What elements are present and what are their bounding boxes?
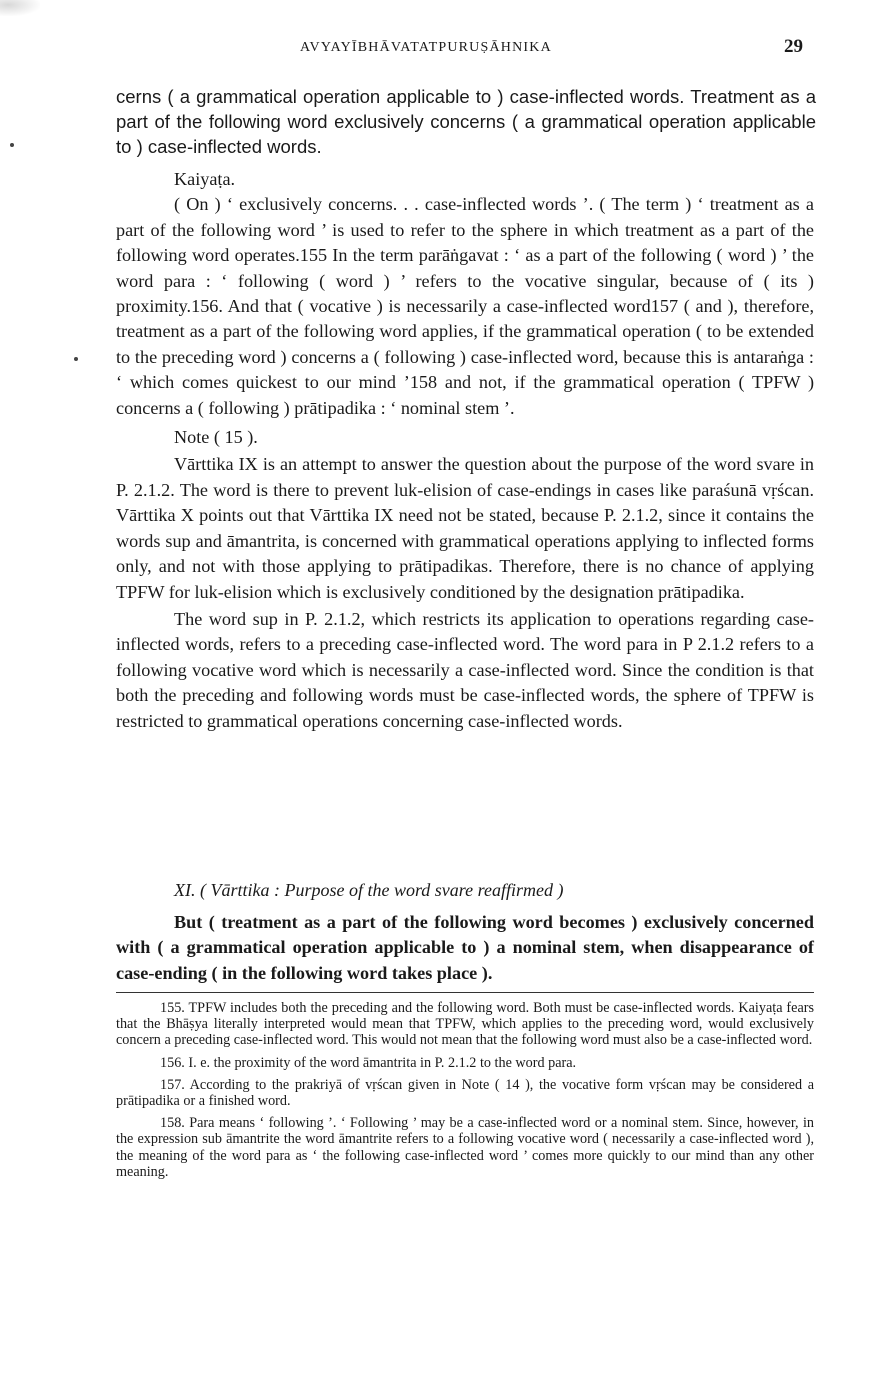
section-heading: XI. ( Vārttika : Purpose of the word svare reaffirmed )	[174, 880, 564, 900]
note-label: Note ( 15 ).	[174, 427, 258, 448]
margin-mark	[74, 357, 78, 361]
footnotes	[116, 1000, 814, 1180]
bold-paragraph: But ( treatment as a part of the following word becomes ) exclusively concerned with ( a grammatical operation applicable to ) a nominal stem, when disappearance of case-ending ( in the following word takes place ).	[116, 912, 814, 983]
varttika-bold-text	[116, 910, 814, 986]
footnote-157: 157. According to the prakriyā of vṛścan given in Note ( 14 ), the vocative form vṛścan may be considered a prātipadika or a finished word.	[116, 1076, 814, 1110]
note-paragraph-2: The word sup in P. 2.1.2, which restricts its application to operations regarding case-inflected words, refers to a preceding case-inflected word. The word para in P 2.1.2 refers to a following vocative word which is necessarily a case-inflected word. Since the condition is that both the preceding and following words must be case-inflected words, the sphere of TPFW is restricted to grammatical operations concerning case-inflected words.	[116, 608, 814, 731]
scan-smudge	[0, 0, 40, 16]
note-paragraph-1: Vārttika IX is an attempt to answer the question about the purpose of the word svare in P. 2.1.2. The word is there to prevent luk-elision of case-endings in cases like paraśunā vṛścan. Vārttika X points out that Vārttika IX need not be stated, because P. 2.1.2, since it contains the words sup and āmantrita, is concerned with grammatical operations applying to inflected forms only, and not with those applying to prātipadikas. Therefore, there is no chance of applying TPFW for luk-elision which is exclusively conditioned by the designation prātipadika.	[116, 454, 814, 602]
page-number: 29	[784, 36, 803, 57]
opening-paragraph: cerns ( a grammatical operation applicable to ) case-inflected words. Treatment as a part of the following word exclusively concerns ( a grammatical operation applicable to ) case-inflected words.	[116, 86, 816, 157]
margin-mark	[10, 143, 14, 147]
running-title: AVYAYĪBHĀVATATPURUṢĀHNIKA	[300, 40, 552, 55]
footnote-158: 158. Para means ‘ following ’. ‘ Following ’ may be a case-inflected word or a nominal stem. Since, however, in the expression sub āmantrite the word āmantrite refers to a following vocative word ( necessarily a case-inflected word ), the meaning of the word para as ‘ the following case-inflected word ’ comes more quickly to our mind than any other meaning.	[116, 1115, 814, 1180]
footnote-155: 155. TPFW includes both the preceding and the following word. Both must be case-inflected words. Kaiyaṭa fears that the Bhāṣya literally interpreted would mean that TPFW, which applies to the preceding word, would exclusively concern a preceding case-inflected word. This would not mean that the following word must also be a case-inflected word.	[116, 1000, 814, 1049]
main-text	[116, 167, 814, 734]
footnote-156: 156. I. e. the proximity of the word āmantrita in P. 2.1.2 to the word para.	[160, 1054, 577, 1071]
kaiyata-label: Kaiyaṭa.	[174, 169, 236, 189]
kaiyata-paragraph: ( On ) ‘ exclusively concerns. . . case-inflected words ’. ( The term ) ‘ treatment as a part of the following word ’ is used to refer to the sphere in which treatment as a part of the following word operates.155 In the term parāṅgavat : ‘ as a part of the following ( word ) ’ the word para : ‘ following ( word ) ’ refers to the vocative singular, because of ( its ) proximity.156. And that ( vocative ) is necessarily a case-inflected word157 ( and ), therefore, treatment as a part of the following word applies, if the grammatical operation ( to be extended to the preceding word ) concerns a ( following ) case-inflected word, because this is antaraṅga : ‘ which comes quickest to our mind ’158 and not, if the grammatical operation ( TPFW ) concerns a ( following ) prātipadika : ‘ nominal stem ’.	[116, 194, 814, 418]
footnote-rule	[116, 992, 814, 993]
